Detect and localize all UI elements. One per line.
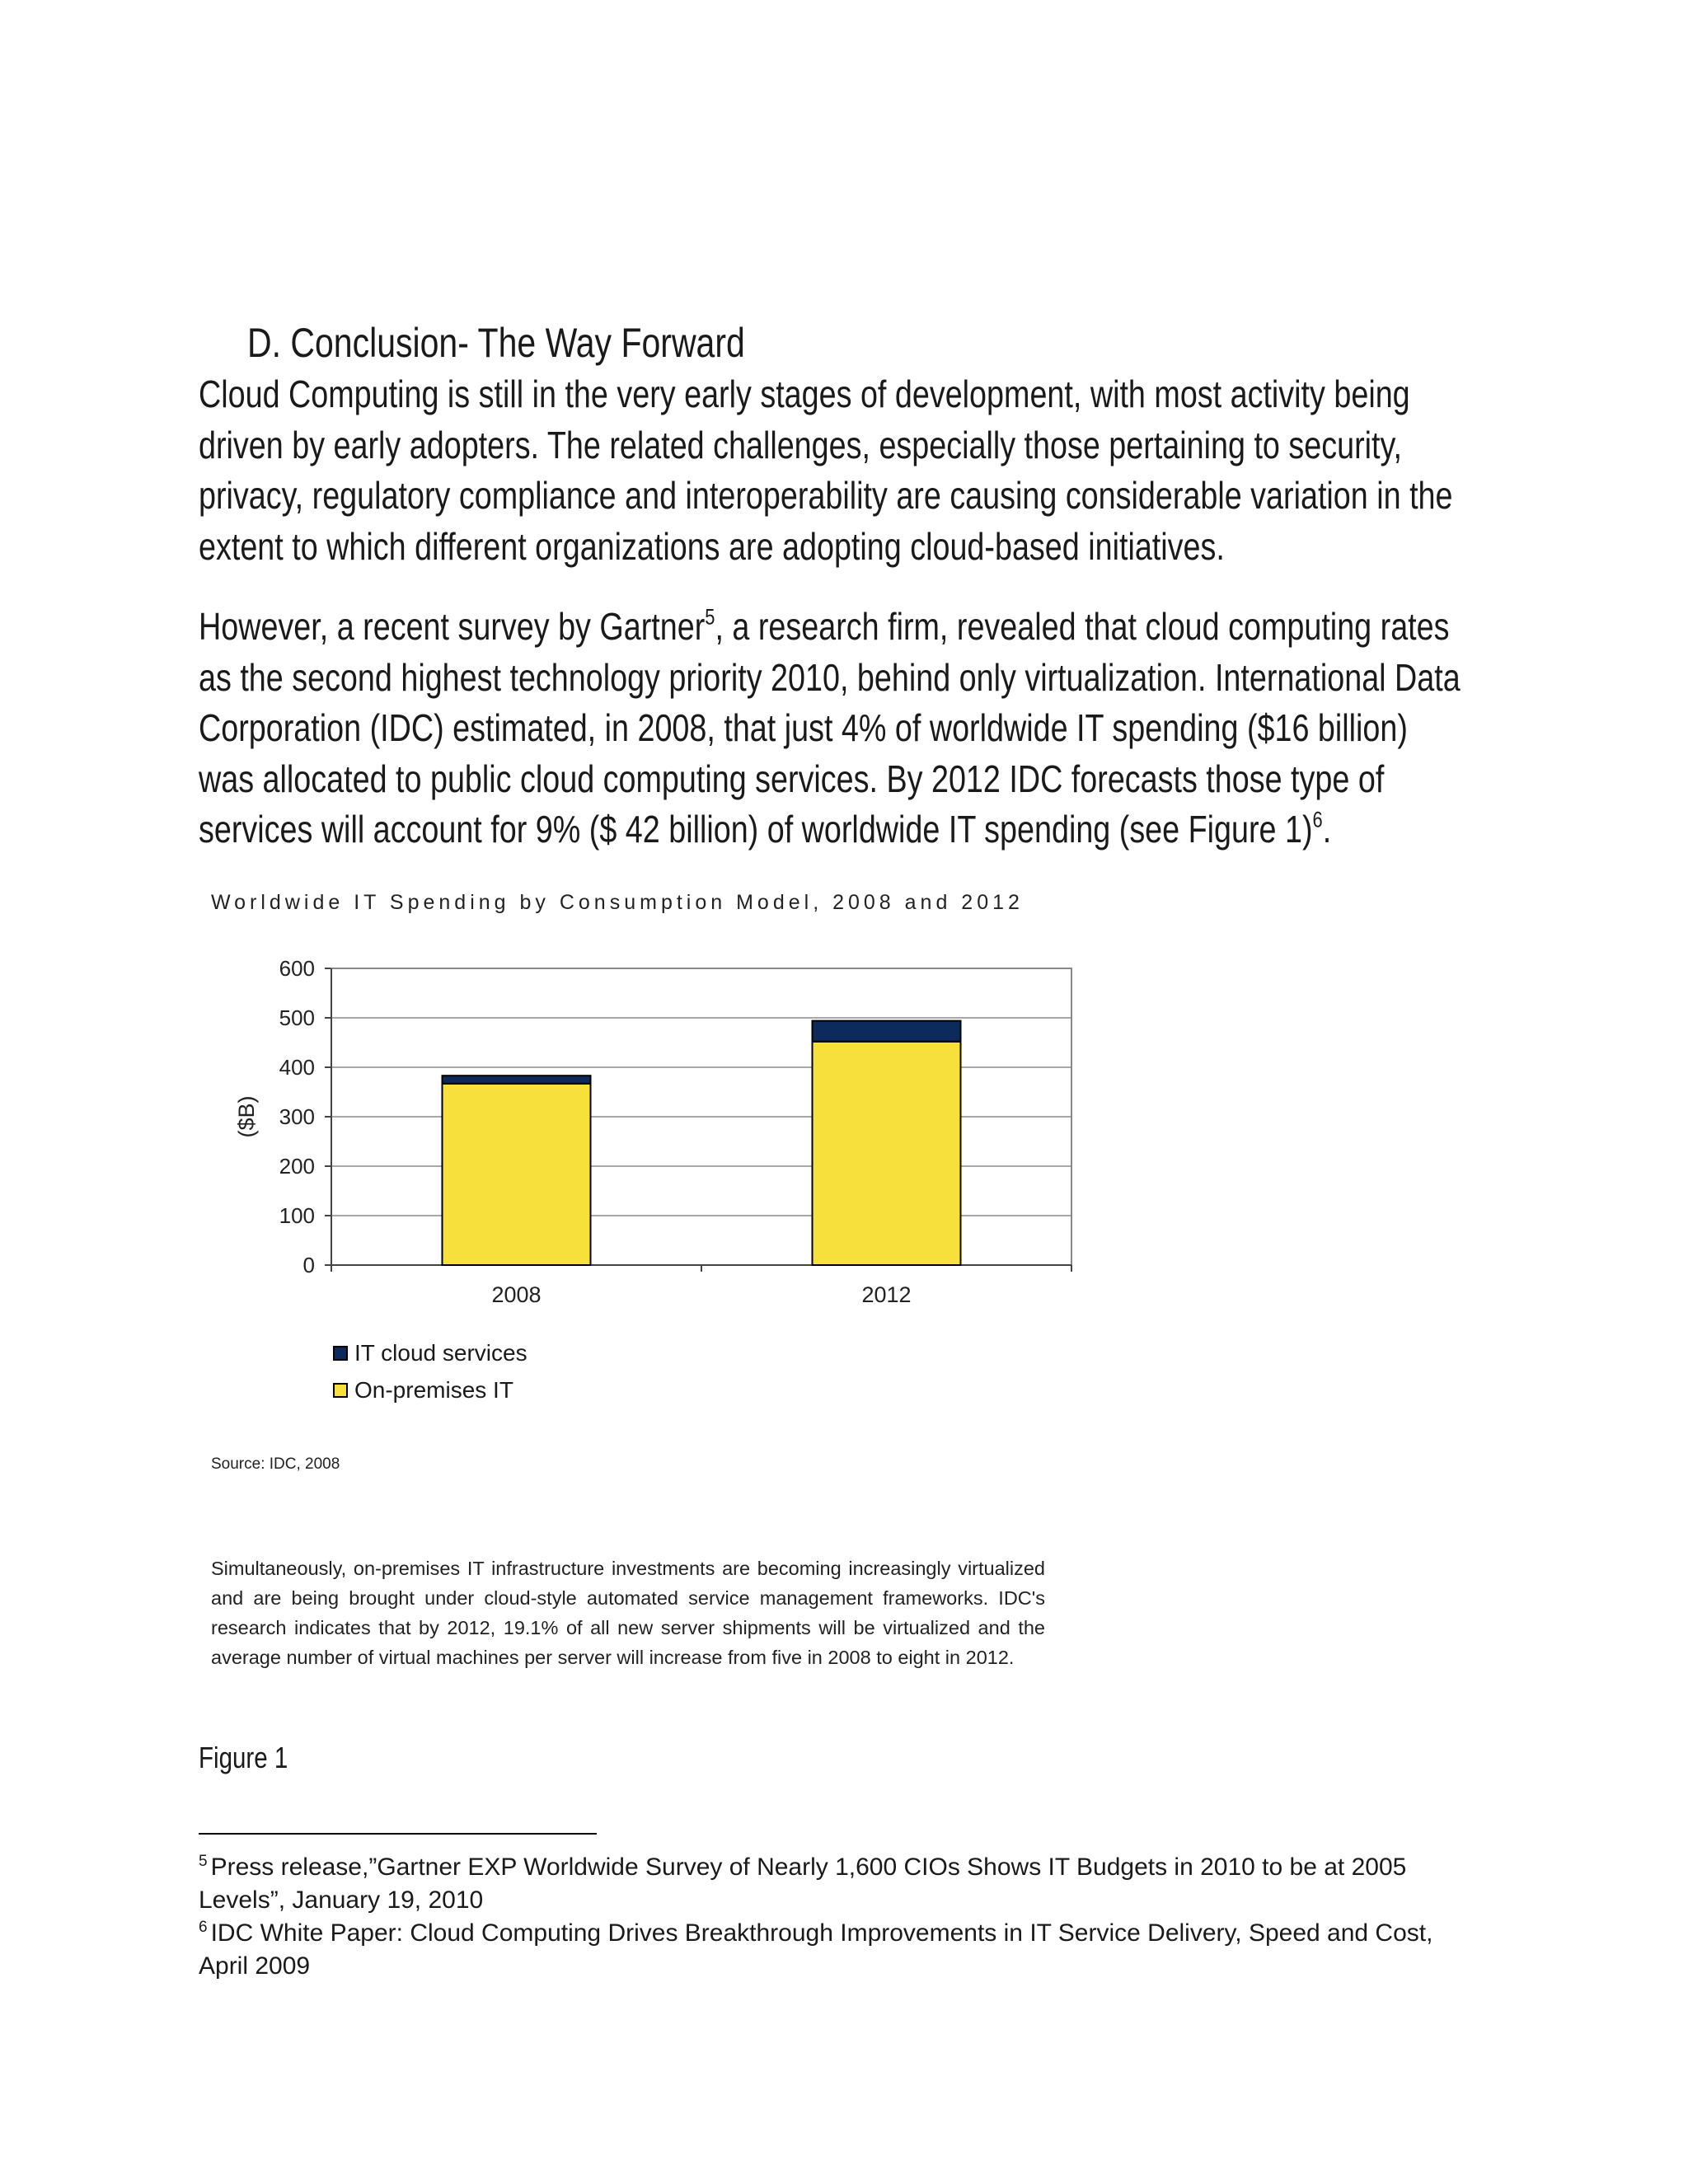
y-axis-label: ($B) [234,1095,259,1138]
y-tick-label: 400 [279,1055,315,1080]
text-run: , a research firm, revealed that cloud computing rates [715,605,1450,648]
footnote-text: Press release,”Gartner EXP Worldwide Survey of Nearly 1,600 CIOs Shows IT Budgets in 2010 to be at 2005 Levels”, January 19, 2010 [199,1854,1407,1914]
paragraph-intro [199,369,1672,572]
bar-it-cloud-services-2012 [813,1021,961,1042]
legend-swatch-onprem [333,1383,348,1398]
excerpt-text: Simultaneously, on-premises IT infrastructure investments are becoming increasingly virtualized and are being brought under cloud-style automated service management frameworks. IDC's research indicates that by 2012, 19.1% of all new server shipments will be virtualized and the average number of virtual machines per server will increase from five in 2008 to eight in 2012. [211,1558,1045,1668]
section-heading: D. Conclusion- The Way Forward [247,320,745,366]
paragraph-line: extent to which different organizations are adopting cloud-based initiatives. [199,524,1225,568]
chart-title: Worldwide IT Spending by Consumption Model, 2008 and 2012 [211,891,1024,914]
footnote-text: IDC White Paper: Cloud Computing Drives Breakthrough Improvements in IT Service Delivery, Speed and Cost, April 2009 [199,1919,1433,1980]
bar-it-cloud-services-2008 [443,1076,591,1084]
paragraph-line: privacy, regulatory compliance and interoperability are causing considerable variation in the [199,474,1453,517]
legend-item-cloud [333,1340,528,1366]
y-tick-label: 300 [279,1104,315,1129]
text-run: services will account for 9% ($ 42 billion) of worldwide IT spending (see Figure 1) [199,808,1313,851]
figure-label: Figure 1 [199,1741,288,1774]
text-run: However, a recent survey by Gartner [199,605,706,648]
y-tick-label: 100 [279,1203,315,1228]
legend-item-onprem [333,1377,513,1404]
y-tick-label: 0 [302,1253,315,1277]
paragraph-line: was allocated to public cloud computing services. By 2012 IDC forecasts those type of [199,757,1385,800]
bar-on-premises-it-2008 [443,1084,591,1265]
footnote-mark: 6 [199,1919,208,1936]
footnote-ref[interactable]: 5 [705,604,715,630]
paragraph-line: Corporation (IDC) estimated, in 2008, that just 4% of worldwide IT spending ($16 billion) [199,706,1408,749]
paragraph-line [199,602,1672,653]
x-tick-label: 2012 [861,1282,912,1307]
footnote-5 [199,1851,1484,1917]
paragraph-line: as the second highest technology priority 2010, behind only virtualization. International Data [199,655,1461,699]
legend-label: On-premises IT [354,1377,513,1403]
y-tick-label: 500 [279,1005,315,1030]
quoted-excerpt [211,1554,1045,1672]
bar-on-premises-it-2012 [813,1042,961,1265]
footnote-divider [199,1833,597,1835]
y-tick-label: 600 [279,956,315,981]
footnotes [199,1851,1484,1983]
stacked-bar-chart [223,948,1088,1327]
legend-swatch-cloud [333,1346,348,1361]
legend-label: IT cloud services [354,1340,528,1366]
paragraph-line [199,804,1672,855]
chart-source: Source: IDC, 2008 [211,1455,340,1473]
text-run: . [1322,808,1332,851]
paragraph-line: driven by early adopters. The related challenges, especially those pertaining to security, [199,423,1403,466]
footnote-mark: 5 [199,1853,208,1870]
footnote-6 [199,1917,1484,1983]
x-tick-label: 2008 [491,1282,542,1307]
y-tick-label: 200 [279,1154,315,1179]
paragraph-survey [199,602,1672,855]
paragraph-line: Cloud Computing is still in the very early stages of development, with most activity being [199,373,1410,415]
footnote-ref[interactable]: 6 [1312,807,1323,832]
